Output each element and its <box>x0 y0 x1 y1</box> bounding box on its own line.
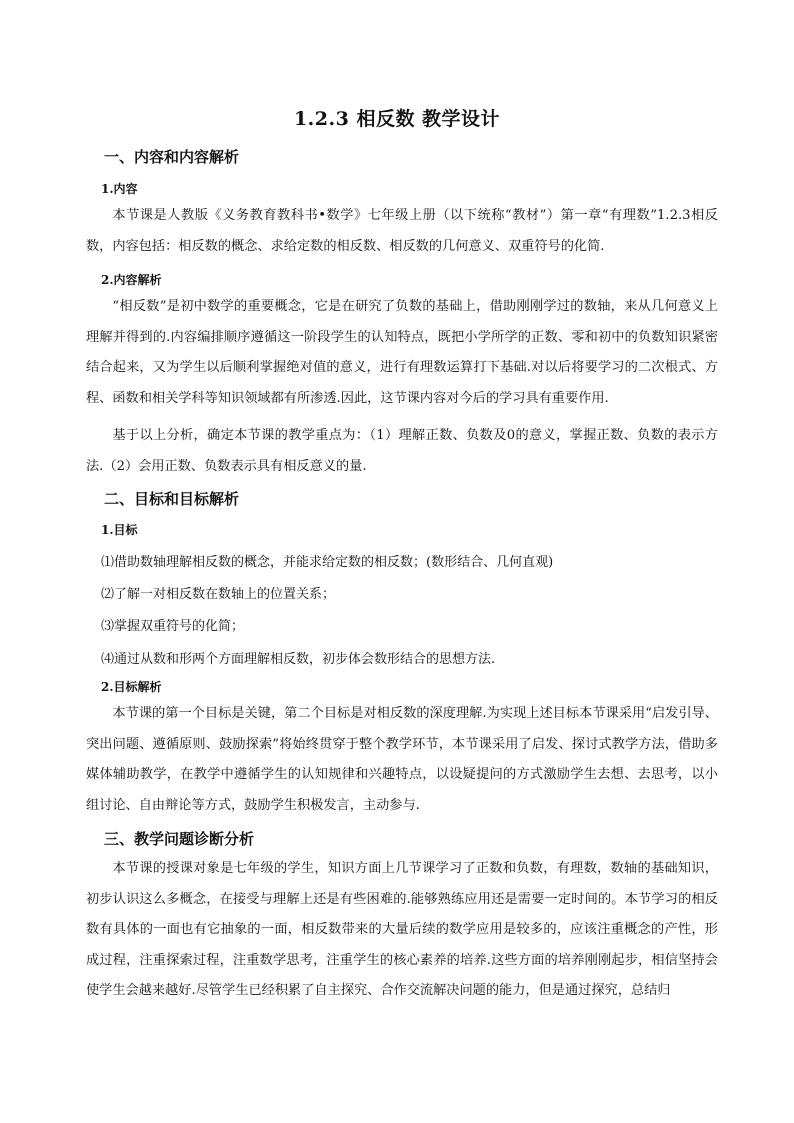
paragraph-problem-diagnosis: 本节课的授课对象是七年级的学生，知识方面上几节课学习了正数和负数，有理数，数轴的基础知识，初步认识这么多概念，在接受与理解上还是有些困难的.能够熟练应用还是需要一定时间的。本节学习的相反数有具体的一面也有它抽象的一面，相反数带来的大量后续的数学应用是较多的，应该注重概念的产性，形成过程，注重探索过程，注重数学思考，注重学生的核心素养的培养.这些方面的培养刚刚起步，相信坚持会使学生会越来越好.尽管学生已经积累了自主探究、合作交流解决问题的能力，但是通过探究，总结归 <box>86 861 718 998</box>
goal-item-2: ⑵了解一对相反数在数轴上的位置关系； <box>101 587 336 602</box>
paragraph-content-analysis: “相反数”是初中数学的重要概念，它是在研究了负数的基础上，借助刚刚学过的数轴，来从几何意义上理解并得到的.内容编排顺序遵循这一阶段学生的认知特点，既把小学所学的正数、零和初中的负数知识紧密结合起来，又为学生以后顺利掌握绝对值的意义，进行有理数运算打下基础.对以后将要学习的二次根式、方程、函数和相关学科等知识领域都有所渗透.因此，这节课内容对今后的学习具有重要作用. <box>86 299 718 406</box>
paragraph-teaching-focus: 基于以上分析，确定本节课的教学重点为：（1）理解正数、负数及0的意义，掌握正数、负数的表示方法.（2）会用正数、负数表示具有相反意义的量. <box>86 428 718 474</box>
subheading-content: 1.内容 <box>101 182 138 196</box>
page-title: 1.2.3 相反数 教学设计 <box>293 108 501 130</box>
goal-item-4: ⑷通过从数和形两个方面理解相反数，初步体会数形结合的思想方法. <box>101 652 496 667</box>
section-heading-3: 三、教学问题诊断分析 <box>104 830 255 848</box>
subheading-goal-analysis: 2.目标解析 <box>101 680 162 694</box>
section-heading-2: 二、目标和目标解析 <box>104 490 240 508</box>
paragraph-goal-analysis: 本节课的第一个目标是关键，第二个目标是对相反数的深度理解.为实现上述目标本节课采用“启发引导、突出问题、遵循原则、鼓励探索”将始终贯穿于整个教学环节，本节课采用了启发、探讨式教学方法，借助多媒体辅助教学，在教学中遵循学生的认知规律和兴趣特点，以设疑提问的方式激励学生去想、去思考，以小组讨论、自由辩论等方式，鼓励学生积极发言，主动参与. <box>86 706 718 813</box>
subheading-content-analysis: 2.内容解析 <box>101 273 162 287</box>
subheading-goals: 1.目标 <box>101 523 138 537</box>
section-heading-1: 一、内容和内容解析 <box>104 148 240 166</box>
paragraph-content: 本节课是人教版《义务教育教科书•数学》七年级上册（以下统称“教材”）第一章“有理数”1.2.3相反数，内容包括：相反数的概念、求给定数的相反数、相反数的几何意义、双重符号的化简. <box>86 208 718 254</box>
goal-item-3: ⑶掌握双重符号的化简； <box>101 619 245 634</box>
goal-item-1: ⑴借助数轴理解相反数的概念，并能求给定数的相反数；(数形结合、几何直观) <box>101 555 554 570</box>
